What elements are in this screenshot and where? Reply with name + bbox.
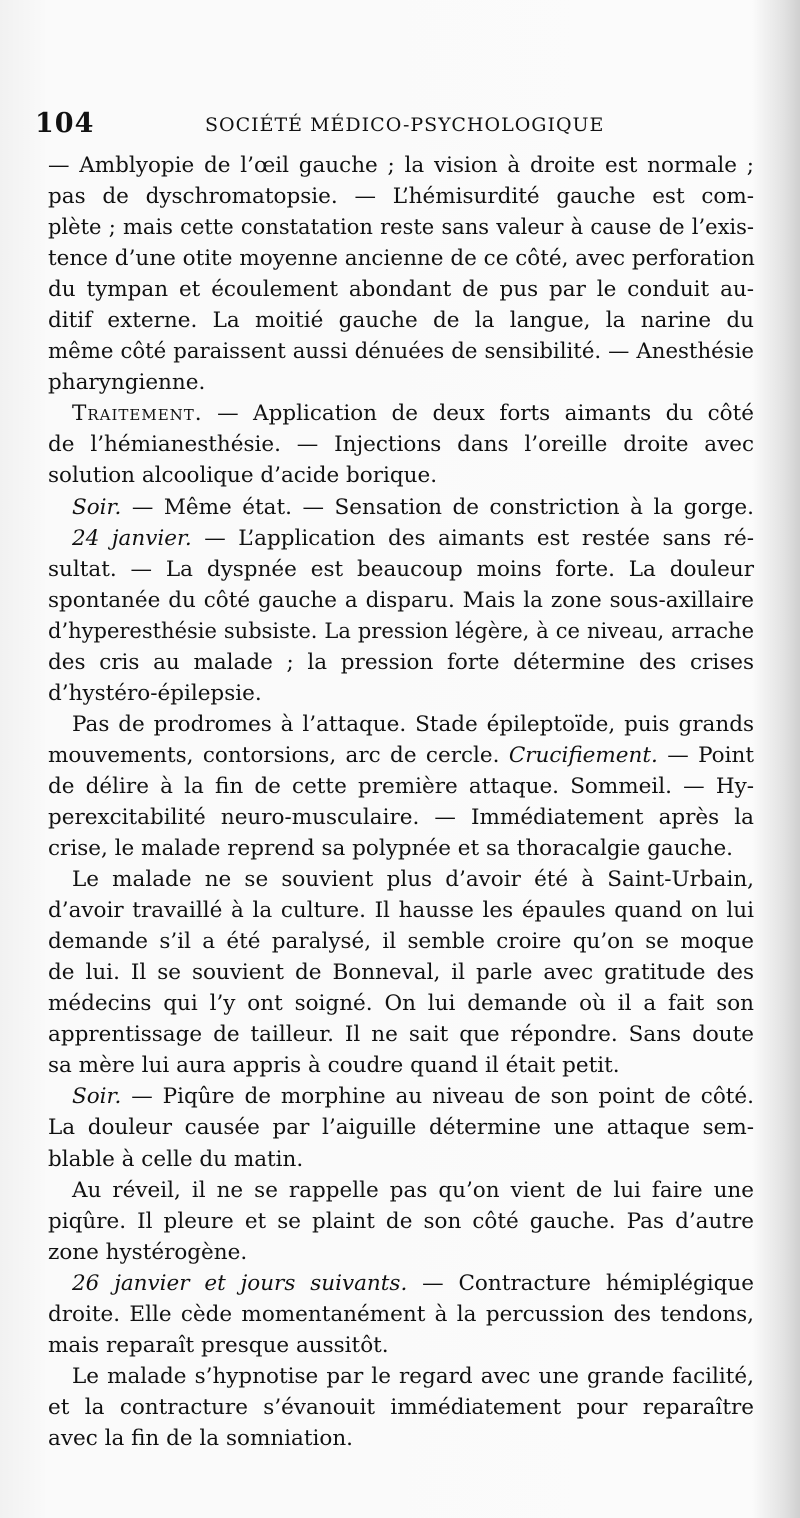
text-line: [48, 1081, 754, 1112]
text-line: [48, 1112, 754, 1143]
line-text: sultat. — La dyspnée est beaucoup moins forte. La douleur: [48, 556, 754, 582]
text-line: [48, 616, 754, 647]
line-text: mais reparaît presque aussitôt.: [48, 1332, 389, 1358]
line-text: d’avoir travaillé à la culture. Il hausse les épaules quand on lui: [48, 898, 754, 924]
italic-word: Crucifiement.: [508, 742, 658, 768]
text-line: [48, 1392, 754, 1423]
text-line: [48, 585, 754, 616]
line-text: médecins qui l’y ont soigné. On lui demande où il a fait son: [48, 991, 754, 1017]
text-line: [48, 1206, 754, 1237]
italic-label: 26 janvier et jours suivants.: [72, 1270, 408, 1296]
text-line: [48, 492, 754, 523]
line-text: d’hyperesthésie subsiste. La pression légère, à ce niveau, arrache: [48, 618, 754, 643]
text-line: [48, 181, 754, 212]
text-line: [48, 1299, 754, 1330]
line-text: — Contracture hémiplégique: [407, 1270, 754, 1296]
small-caps-heading: Traitement.: [72, 401, 203, 427]
line-text: du tympan et écoulement abondant de pus par le conduit au-: [48, 277, 754, 303]
page-header: [30, 108, 760, 142]
line-text: apprentissage de tailleur. Il ne sait que répondre. Sans doute: [48, 1022, 754, 1048]
text-line: [48, 1019, 754, 1050]
line-text: crise, le malade reprend sa polypnée et sa thoracalgie gauche.: [48, 836, 734, 862]
text-line: [48, 336, 754, 367]
text-line: [48, 1330, 754, 1361]
line-text: — Amblyopie de l’œil gauche ; la vision à droite est normale ;: [48, 153, 754, 178]
text-line: [48, 678, 754, 709]
text-line: [48, 802, 754, 833]
line-text: Au réveil, il ne se rappelle pas qu’on vient de lui faire une: [72, 1177, 754, 1203]
line-text: droite. Elle cède momentanément à la percussion des tendons,: [48, 1301, 754, 1327]
text-line: [48, 274, 754, 305]
text-line: [48, 1423, 754, 1454]
text-line: [48, 988, 754, 1019]
text-line: [48, 429, 754, 460]
text-line: [48, 771, 754, 802]
text-line: [48, 460, 754, 491]
line-text: spontanée du côté gauche a disparu. Mais la zone sous-axillaire: [48, 587, 754, 613]
line-text: La douleur causée par l’aiguille détermine une attaque sem-: [48, 1115, 754, 1141]
running-head: SOCIÉTÉ MÉDICO-PSYCHOLOGIQUE: [205, 114, 605, 136]
line-text: Le malade ne se souvient plus d’avoir été à Saint-Urbain,: [72, 867, 754, 893]
line-text: — Piqûre de morphine au niveau de son point de côté.: [121, 1084, 754, 1110]
line-text: blable à celle du matin.: [48, 1146, 304, 1172]
text-line: [48, 709, 754, 740]
line-text: — Application de deux forts aimants du côté: [202, 401, 754, 427]
text-line: [48, 895, 754, 926]
line-text: zone hystérogène.: [48, 1239, 248, 1265]
text-line: [48, 647, 754, 678]
text-line: [48, 1050, 754, 1081]
text-line: [48, 1237, 754, 1268]
line-text: perexcitabilité neuro-musculaire. — Immédiatement après la: [48, 804, 754, 830]
body-text: [48, 150, 754, 1454]
text-line: [48, 926, 754, 957]
line-text: — Même état. — Sensation de constriction à la gorge.: [121, 494, 754, 520]
line-text: des cris au malade ; la pression forte détermine des crises: [48, 649, 754, 675]
text-line: [48, 150, 754, 181]
line-text: ditif externe. La moitié gauche de la langue, la narine du: [48, 308, 754, 334]
italic-label: Soir.: [72, 1084, 122, 1110]
text-line: [48, 1361, 754, 1392]
italic-label: 24 janvier.: [72, 525, 192, 551]
line-text: plète ; mais cette constatation reste sans valeur à cause de l’exis-: [48, 215, 754, 240]
line-text: tence d’une otite moyenne ancienne de ce côté, avec perforation: [48, 246, 755, 272]
line-text: d’hystéro-épilepsie.: [48, 680, 262, 706]
line-text: de l’hémianesthésie. — Injections dans l’oreille droite avec: [48, 432, 754, 458]
line-text: de lui. Il se souvient de Bonneval, il parle avec gratitude des: [48, 960, 754, 986]
text-line: [48, 398, 754, 429]
line-text: et la contracture s’évanouit immédiatement pour reparaître: [48, 1394, 754, 1420]
line-text-tail: — Point: [657, 742, 754, 768]
line-text: Pas de prodromes à l’attaque. Stade épileptoïde, puis grands: [72, 711, 754, 737]
text-line: [48, 1175, 754, 1206]
page-number: 104: [35, 108, 95, 139]
line-text: avec la fin de la somniation.: [48, 1425, 354, 1451]
line-text: — L’application des aimants est restée sans ré-: [191, 525, 754, 551]
text-line: [48, 523, 754, 554]
line-text: pas de dyschromatopsie. — L’hémisurdité gauche est com-: [48, 184, 754, 210]
text-line: [48, 833, 754, 864]
line-text: pharyngienne.: [48, 370, 206, 396]
line-text: mouvements, contorsions, arc de cercle.: [48, 742, 509, 768]
line-text: même côté paraissent aussi dénuées de sensibilité. — Anesthésie: [48, 339, 754, 365]
text-line: [48, 957, 754, 988]
text-line: [48, 1144, 754, 1175]
text-line: [48, 243, 754, 274]
line-text: piqûre. Il pleure et se plaint de son côté gauche. Pas d’autre: [48, 1208, 754, 1234]
text-line: [48, 305, 754, 336]
line-text: sa mère lui aura appris à coudre quand il était petit.: [48, 1053, 620, 1079]
text-line: [48, 1268, 754, 1299]
italic-label: Soir.: [72, 494, 122, 520]
line-text: solution alcoolique d’acide borique.: [48, 463, 438, 489]
text-line: [48, 212, 754, 243]
text-line: [48, 367, 754, 398]
text-line: [48, 740, 754, 771]
text-line: [48, 864, 754, 895]
line-text: de délire à la fin de cette première attaque. Sommeil. — Hy-: [48, 773, 754, 799]
line-text: Le malade s’hypnotise par le regard avec une grande facilité,: [72, 1363, 754, 1389]
text-line: [48, 554, 754, 585]
line-text: demande s’il a été paralysé, il semble croire qu’on se moque: [48, 929, 754, 955]
